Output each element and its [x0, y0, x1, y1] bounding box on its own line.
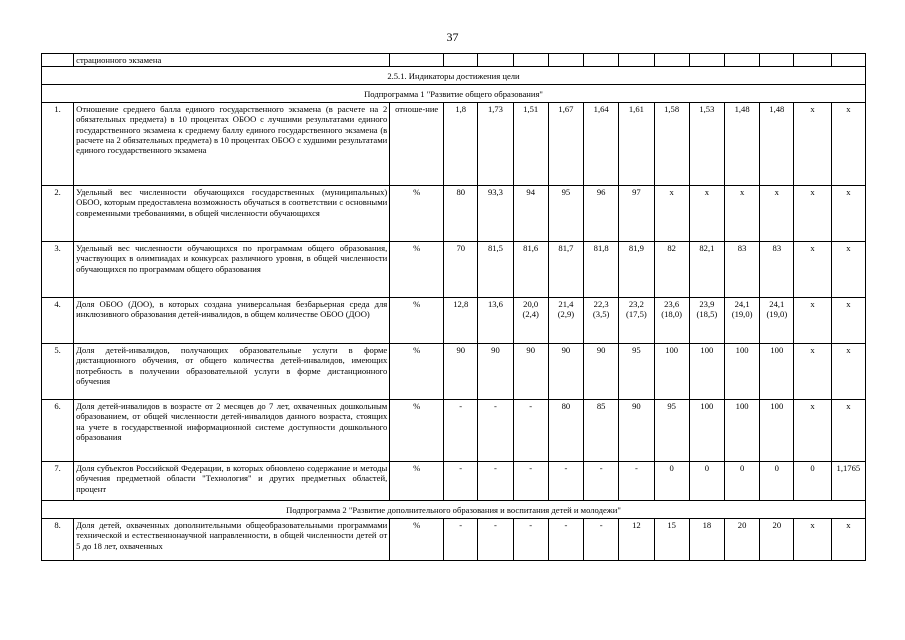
value-subtext: (3,5) [592, 309, 610, 320]
value-cell [619, 462, 654, 501]
value-cell [831, 400, 865, 462]
value-cell [619, 400, 654, 462]
value-text: 20 [737, 520, 747, 531]
value-text: х [810, 520, 815, 531]
value-cell [513, 186, 548, 242]
value-cell [478, 462, 513, 501]
indicators-table [41, 53, 866, 561]
value-cell [794, 242, 831, 298]
value-cell [584, 242, 619, 298]
value-cell [689, 519, 724, 561]
value-text: 82 [667, 243, 676, 254]
value-text: 81,6 [523, 243, 539, 254]
value-text: 100 [770, 401, 784, 412]
subprogram-1-row [42, 85, 866, 103]
value-cell [513, 103, 548, 186]
value-cell [548, 519, 583, 561]
value-text: 12,8 [453, 299, 469, 310]
value-cell [584, 298, 619, 344]
value-subtext: (2,9) [557, 309, 575, 320]
value-cell [513, 519, 548, 561]
value-cell [478, 344, 513, 400]
value-text: х [810, 243, 815, 254]
value-cell [654, 519, 689, 561]
value-cell [584, 103, 619, 186]
value-cell [478, 298, 513, 344]
value-text: 90 [526, 345, 535, 356]
value-cell [654, 462, 689, 501]
value-text: 1,64 [593, 104, 609, 115]
unit-cell: % [390, 242, 444, 298]
value-text: х [704, 187, 710, 198]
value-text: - [599, 520, 603, 531]
value-text: 82,1 [699, 243, 715, 254]
table-row [42, 242, 866, 298]
value-text: 100 [700, 345, 714, 356]
value-cell [444, 103, 478, 186]
value-text: 96 [596, 187, 606, 198]
value-cell [444, 462, 478, 501]
value-text: х [810, 187, 815, 198]
value-cell [689, 400, 724, 462]
value-text: 100 [770, 345, 784, 356]
value-cell [760, 462, 794, 501]
value-text: 0 [739, 463, 745, 474]
value-cell [794, 103, 831, 186]
value-subtext: (2,4) [522, 309, 539, 320]
value-text: 1,8 [455, 104, 467, 115]
value-text: - [459, 401, 463, 412]
unit-cell: % [390, 186, 444, 242]
value-text: 95 [561, 187, 571, 198]
value-text: 100 [735, 401, 749, 412]
row-number: 8. [42, 519, 74, 561]
value-cell [654, 298, 689, 344]
value-text: 94 [526, 187, 535, 198]
value-text: 18 [702, 520, 712, 531]
value-text: 24,1 [734, 299, 750, 310]
value-text: - [564, 520, 568, 531]
value-cell [619, 242, 654, 298]
value-text: - [529, 401, 533, 412]
value-cell [619, 519, 654, 561]
value-subtext: (19,0) [766, 309, 788, 320]
row-number: 5. [42, 344, 74, 400]
value-cell [689, 186, 724, 242]
value-text: 1,51 [523, 104, 539, 115]
value-text: х [810, 299, 815, 310]
value-cell [548, 462, 583, 501]
value-text: 1,58 [664, 104, 680, 115]
value-text: 1,67 [558, 104, 574, 115]
value-cell [760, 298, 794, 344]
value-text: х [774, 187, 779, 198]
value-text: 100 [735, 345, 749, 356]
value-subtext: (19,0) [731, 309, 753, 320]
value-text: х [846, 401, 851, 412]
value-text: х [810, 345, 815, 356]
row-number: 6. [42, 400, 74, 462]
value-text: 12 [632, 520, 641, 531]
unit-cell: % [390, 519, 444, 561]
table-row [42, 462, 866, 501]
value-text: - [599, 463, 603, 474]
value-text: х [810, 401, 815, 412]
value-text: 95 [632, 345, 641, 356]
value-cell [548, 186, 583, 242]
value-cell [724, 400, 759, 462]
value-text: - [529, 520, 533, 531]
page-number: 37 [446, 30, 459, 44]
value-cell [724, 242, 759, 298]
value-text: 81,5 [487, 243, 503, 254]
value-cell [831, 242, 865, 298]
value-text: х [669, 187, 674, 198]
value-text: - [494, 401, 497, 412]
value-cell [724, 519, 759, 561]
value-cell [760, 186, 794, 242]
value-cell [548, 103, 583, 186]
value-cell [760, 344, 794, 400]
value-cell [689, 462, 724, 501]
row-number: 4. [42, 298, 74, 344]
value-subtext: (17,5) [626, 309, 647, 320]
value-text: 13,6 [487, 299, 503, 310]
value-cell [760, 400, 794, 462]
value-cell [548, 344, 583, 400]
value-cell [548, 400, 583, 462]
value-cell [724, 298, 759, 344]
value-text: 90 [491, 345, 500, 356]
value-cell [513, 242, 548, 298]
value-cell [444, 242, 478, 298]
value-text: 1,48 [734, 104, 750, 115]
value-cell [724, 103, 759, 186]
value-cell [831, 344, 865, 400]
value-text: 21,4 [558, 299, 574, 310]
value-cell [794, 186, 831, 242]
value-text: 0 [704, 463, 710, 474]
value-cell [794, 462, 831, 501]
continuation-text: страционного экзамена [74, 54, 390, 67]
unit-cell: % [390, 400, 444, 462]
value-cell [831, 298, 865, 344]
value-text: 80 [561, 401, 571, 412]
row-number: 3. [42, 242, 74, 298]
value-cell [478, 186, 513, 242]
value-text: 23,9 [699, 299, 715, 310]
unit-cell: % [390, 298, 444, 344]
value-cell [831, 519, 865, 561]
value-cell [654, 242, 689, 298]
value-cell [478, 242, 513, 298]
table-row [42, 298, 866, 344]
indicator-name: Удельный вес численности обучающихся по программам общего образования, участвующих в олимпиадах и конкурсах различного уровня, в общей численности обучающихся по программам общего образования [74, 242, 390, 298]
value-text: 70 [456, 243, 466, 254]
value-text: х [810, 104, 815, 115]
value-cell [513, 344, 548, 400]
row-number: 1. [42, 103, 74, 186]
value-cell [654, 186, 689, 242]
row-number: 2. [42, 186, 74, 242]
indicator-name: Доля субъектов Российской Федерации, в которых обновлено содержание и методы обучения предметной области "Технология" и других предметных областей, процент [74, 462, 390, 501]
value-text: 24,1 [769, 299, 785, 310]
subprogram-2-title: Подпрограмма 2 "Развитие дополнительного образования и воспитания детей и молодежи" [42, 501, 866, 519]
indicator-name: Отношение среднего балла единого государственного экзамена (в расчете на 2 обязательных предмета) в 10 процентах ОБОО с лучшими результатами единого государственного экзамена к среднему баллу единого государственного экзамена (в расчете на 2 обязательных предмета) в 10 процентах ОБОО с худшими результатами единого государственного экзамена [74, 103, 390, 186]
value-cell [584, 344, 619, 400]
value-cell [760, 519, 794, 561]
value-cell [654, 400, 689, 462]
table-row [42, 186, 866, 242]
value-text: 23,6 [664, 299, 680, 310]
value-cell [548, 242, 583, 298]
value-text: 1,61 [628, 104, 644, 115]
value-cell [444, 186, 478, 242]
value-text: 1,1765 [836, 463, 861, 474]
value-text: 85 [596, 401, 606, 412]
value-cell [619, 344, 654, 400]
value-text: 0 [810, 463, 815, 474]
value-cell [831, 186, 865, 242]
value-text: - [529, 463, 533, 474]
value-text: - [494, 463, 497, 474]
value-cell [478, 519, 513, 561]
value-cell [513, 462, 548, 501]
value-text: х [739, 187, 745, 198]
value-text: - [494, 520, 497, 531]
value-text: х [846, 187, 851, 198]
value-cell [478, 103, 513, 186]
value-text: 90 [456, 345, 466, 356]
value-cell [760, 103, 794, 186]
value-cell [584, 400, 619, 462]
value-cell [689, 298, 724, 344]
value-text: х [846, 299, 851, 310]
value-text: 95 [667, 401, 676, 412]
indicator-name: Удельный вес численности обучающихся государственных (муниципальных) ОБОО, которым предоставлена возможность обучаться в соответствии с основными современными требованиями, в общей численности обучающихся [74, 186, 390, 242]
value-cell [831, 103, 865, 186]
value-cell [619, 186, 654, 242]
value-cell [619, 103, 654, 186]
value-text: 93,3 [487, 187, 503, 198]
indicator-name: Доля детей-инвалидов в возрасте от 2 месяцев до 7 лет, охваченных дошкольным образованием, от общей численности детей-инвалидов данного возраста, стоящих на учете в государственной информационной системе доступности дошкольного образования [74, 400, 390, 462]
value-cell [513, 298, 548, 344]
value-text: 100 [665, 345, 679, 356]
unit-cell: % [390, 344, 444, 400]
value-subtext: (18,0) [661, 309, 683, 320]
value-cell [831, 462, 865, 501]
value-cell [794, 519, 831, 561]
value-text: - [634, 463, 638, 474]
value-text: 81,7 [558, 243, 574, 254]
value-text: 97 [632, 187, 641, 198]
value-text: 15 [667, 520, 676, 531]
value-text: х [846, 243, 851, 254]
value-text: 81,9 [628, 243, 644, 254]
value-cell [584, 519, 619, 561]
table-row [42, 400, 866, 462]
value-text: - [459, 463, 463, 474]
value-text: 83 [772, 243, 782, 254]
unit-cell: отноше-ние [390, 103, 444, 186]
value-cell [478, 400, 513, 462]
value-text: 20,0 [523, 299, 539, 310]
value-cell [619, 298, 654, 344]
value-cell [444, 298, 478, 344]
value-cell [654, 344, 689, 400]
value-text: 90 [596, 345, 606, 356]
table-row [42, 519, 866, 561]
row-number: 7. [42, 462, 74, 501]
indicator-name: Доля детей-инвалидов, получающих образовательные услуги в форме дистанционного обучения, от общего количества детей-инвалидов, имеющих потребность в получении образовательной услуги в форме дистанционного обучения [74, 344, 390, 400]
value-text: 23,2 [628, 299, 644, 310]
value-text: 20 [772, 520, 782, 531]
indicator-name: Доля детей, охваченных дополнительными общеобразовательными программами технической и естественнонаучной направленности, в общей численности детей от 5 до 18 лет, охваченных [74, 519, 390, 561]
value-cell [444, 519, 478, 561]
value-cell [548, 298, 583, 344]
value-text: 1,73 [487, 104, 503, 115]
indicator-name: Доля ОБОО (ДОО), в которых создана универсальная безбарьерная среда для инклюзивного образования детей-инвалидов, в общем количестве ОБОО (ДОО) [74, 298, 390, 344]
value-text: 1,53 [699, 104, 715, 115]
table-row [42, 344, 866, 400]
value-cell [724, 462, 759, 501]
value-text: - [564, 463, 568, 474]
value-text: 0 [669, 463, 674, 474]
value-text: 81,8 [593, 243, 609, 254]
section-title: 2.5.1. Индикаторы достижения цели [42, 67, 866, 85]
value-cell [689, 344, 724, 400]
value-cell [794, 400, 831, 462]
value-cell [760, 242, 794, 298]
value-cell [584, 186, 619, 242]
value-cell [444, 344, 478, 400]
subprogram-2-row [42, 501, 866, 519]
value-text: 90 [561, 345, 571, 356]
value-text: 80 [456, 187, 466, 198]
value-cell [794, 298, 831, 344]
value-cell [689, 242, 724, 298]
continuation-row [42, 54, 866, 67]
value-text: х [846, 104, 851, 115]
value-text: х [846, 345, 851, 356]
value-cell [584, 462, 619, 501]
value-text: 90 [632, 401, 641, 412]
unit-cell: % [390, 462, 444, 501]
value-text: 83 [737, 243, 747, 254]
value-cell [444, 400, 478, 462]
value-cell [654, 103, 689, 186]
value-text: х [846, 520, 851, 531]
value-cell [689, 103, 724, 186]
value-text: 0 [774, 463, 779, 474]
value-cell [513, 400, 548, 462]
value-cell [794, 344, 831, 400]
value-text: 22,3 [593, 299, 609, 310]
value-subtext: (18,5) [696, 309, 718, 320]
value-cell [724, 344, 759, 400]
table-row [42, 103, 866, 186]
value-text: 1,48 [769, 104, 785, 115]
value-cell [724, 186, 759, 242]
section-header-row [42, 67, 866, 85]
value-text: - [459, 520, 463, 531]
value-text: 100 [700, 401, 714, 412]
subprogram-1-title: Подпрограмма 1 "Развитие общего образования" [42, 85, 866, 103]
